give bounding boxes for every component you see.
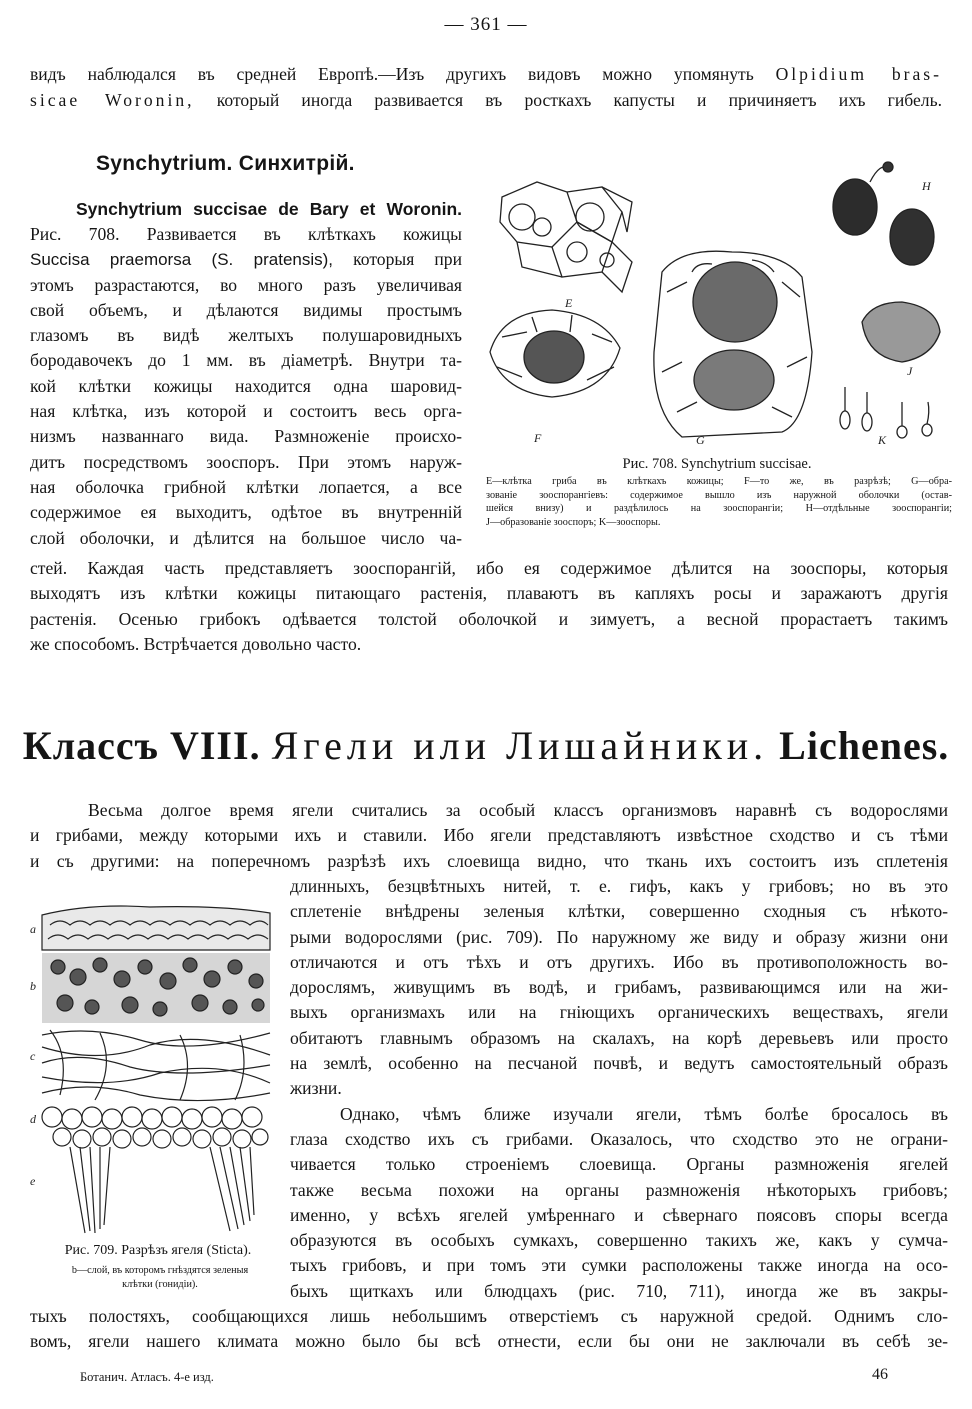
text-line: этомъ разрастаются, во много разъ увеличивая (30, 274, 462, 295)
species-succisa: Succisa praemorsa (S. pratensis), (30, 250, 334, 270)
text-line: Весьма долгое время ягели считались за особый классъ организмовъ наравнѣ съ водорослями (88, 800, 948, 820)
synchytrium-continuation (30, 556, 948, 657)
figure-708 (482, 152, 952, 457)
text-line: кой клѣтки кожицы находится одна шаровид- (30, 375, 462, 396)
footer-source: Ботанич. Атласъ. 4-е изд. (80, 1370, 214, 1384)
text-line: Рис. 708. Развивается въ клѣткахъ кожицы (30, 224, 462, 244)
intro-line-2 (30, 88, 942, 113)
fig709-label-a: a (30, 922, 36, 936)
fig709-label-e: e (30, 1174, 36, 1188)
text-line: именно, у всѣхъ ягелей умѣреннаго и сѣвернаго поясовъ споры всегда (290, 1204, 948, 1225)
footer-signature: 46 (872, 1366, 888, 1383)
intro-text: видъ наблюдался въ средней Европѣ.—Изъ другихъ видовъ можно упомянуть (30, 64, 754, 84)
text-line: слой оболочки, и дѣлится на большое число ча- (30, 527, 462, 548)
text-line: выходятъ изъ клѣтки кожицы питающаго растенія, плаваютъ въ капляхъ росы и заражаютъ другія (30, 583, 948, 604)
lichens-intro (30, 798, 948, 874)
lichen-section-illustration (30, 895, 282, 1240)
text-line: свой объемъ, и дѣлаются видимы простымъ (30, 299, 462, 320)
text-line: и грибами, между которыми ихъ и ставили. Ибо ягели представляютъ извѣстное сходство и съ тѣми (30, 825, 948, 846)
text-line: и съ другими: на поперечномъ разрѣзѣ ихъ слоевища видно, что ткань ихъ состоитъ изъ сплетенія (30, 850, 948, 871)
text-line: рыми водорослями (рис. 709). По наружному же виду и образу жизни они (290, 926, 948, 947)
class-heading-russian: Ягели или Лишайники. (271, 723, 769, 768)
caption-line: J—образованіе зооспоръ; K—зооспоры. (486, 516, 661, 528)
class-heading (0, 722, 972, 769)
caption-line: шейся внизу) и раздѣлилось на зооспорангіи; H—отдѣльные зооспорангіи; (486, 503, 952, 514)
text-line: содержимое ея выходитъ, одѣтое въ внутренній (30, 502, 462, 523)
fig709-label-b: b (30, 979, 36, 993)
fig708-caption (486, 475, 952, 529)
text-line: низмъ названнаго вида. Размноженіе происхо- (30, 426, 462, 447)
intro-text: который иногда развивается въ росткахъ капусты и причиняетъ ихъ гибель. (216, 90, 942, 110)
fig708-title: Рис. 708. Synchytrium succisae. (622, 456, 812, 472)
caption-line: E—клѣтка гриба въ клѣткахъ кожицы; F—то же, въ разрѣзѣ; G—обра- (486, 476, 952, 487)
text-line: сплетеніе внѣдрены зеленыя клѣтки, совершенно сходныя съ нѣкото- (290, 901, 948, 922)
synchytrium-illustration (482, 152, 952, 457)
text-line: растенія. Осенью грибокъ одѣвается толстой оболочкой и зимуетъ, а весной прорастаетъ такимъ (30, 608, 948, 629)
text-line: бородавочекъ до 1 мм. въ діаметрѣ. Внутри та- (30, 350, 462, 371)
text-line: на землѣ, особенно на песчаной почвѣ, и ведутъ самостоятельный образъ (290, 1053, 948, 1074)
figure-709 (30, 895, 282, 1240)
class-heading-number: Классъ VIII. (22, 723, 261, 768)
text-line: чивается только строеніемъ слоевища. Органы размноженія ягелей (290, 1154, 948, 1175)
text-line: отличаются и отъ тѣхъ и отъ другихъ. Ибо въ противоположность во- (290, 951, 948, 972)
fig709-title: Рис. 709. Разрѣзъ ягеля (Sticta). (64, 1243, 252, 1258)
fig708-label-E: E (565, 296, 573, 310)
text-line: ная клѣтка, изъ которой и состоитъ весь орга- (30, 401, 462, 422)
intro-line-1 (30, 62, 942, 87)
fig709-label-d: d (30, 1112, 36, 1126)
fig708-label-J: J (907, 364, 913, 378)
fig709-label-c: c (30, 1049, 36, 1063)
page-number: — 361 — (444, 14, 528, 35)
genus-heading: Synchytrium. Синхитрій. (96, 152, 355, 175)
text-line: также весьма похожи на органы размноженія нѣкоторыхъ грибовъ; (290, 1179, 948, 1200)
text-line: глазомъ въ видѣ желтыхъ полушаровидныхъ (30, 325, 462, 346)
class-heading-latin: Lichenes. (779, 723, 950, 768)
text-line: жизни. (290, 1078, 342, 1099)
text-line: образуются въ особыхъ сумкахъ, совершенно такихъ же, какъ у сумча- (290, 1230, 948, 1251)
caption-line: зованіе зооспорангіевъ: содержимое вышло изъ наружной оболочки (остав- (486, 489, 952, 501)
text-line: тыхъ грибовъ, и при томъ эти сумки расположены также иногда на осо- (290, 1255, 948, 1276)
lichens-side-column (290, 874, 948, 1304)
caption-line: b—слой, въ которомъ гнѣздятся зеленыя (71, 1265, 249, 1276)
fig708-label-K: K (878, 433, 887, 447)
text-line: выхъ организмахъ или на гніющихъ органическихъ веществахъ, ягели (290, 1002, 948, 1023)
fig708-label-F: F (534, 431, 542, 445)
text-line: длинныхъ, безцвѣтныхъ нитей, т. е. гифъ, какъ у грибовъ; но въ это (290, 876, 948, 896)
synchytrium-column (30, 222, 462, 551)
text-line: обитаютъ главнымъ образомъ на скалахъ, на корѣ деревьевъ или просто (290, 1027, 948, 1048)
text-line: дорослямъ, живущимъ въ водѣ, и грибамъ, развивающимся или на жи- (290, 977, 948, 998)
text-line: глаза сходство ихъ съ грибами. Оказалось, что сходство это не ограни- (290, 1128, 948, 1149)
text-line: Однако, чѣмъ ближе изучали ягели, тѣмъ болѣе бросалось въ (340, 1103, 948, 1124)
species-olpidium: Olpidium bras- (775, 64, 943, 84)
species-woronin: sicae Woronin, (30, 90, 195, 110)
text-line: вомъ, ягели нашего климата можно было бы всѣ отнести, если бы они не заключали въ себѣ зе- (30, 1331, 948, 1352)
fig708-label-G: G (696, 433, 705, 447)
text-line: быхъ щиткахъ или блюдцахъ (рис. 710, 711), иногда же въ закры- (290, 1280, 948, 1301)
fig709-caption (38, 1264, 282, 1291)
species-title: Synchytrium succisae de Bary et Woronin. (76, 199, 462, 219)
text-line: ная оболочка грибной клѣтки лопается, а все (30, 476, 462, 497)
text-line: же способомъ. Встрѣчается довольно часто. (30, 633, 362, 654)
text-line: тыхъ полостяхъ, сообщающихся лишь небольшимъ отверстіемъ съ наружной средой. Однимъ сло- (30, 1306, 948, 1326)
text-line: стей. Каждая часть представляетъ зооспорангій, ибо ея содержимое дѣлится на зооспоры, которыя (30, 558, 948, 578)
text-line: Succisa praemorsa (S. pratensis), которыя при (30, 249, 462, 270)
fig708-label-H: H (922, 179, 931, 193)
text-line: дитъ посредствомъ зооспоръ. При этомъ наруж- (30, 451, 462, 472)
caption-line: клѣтки (гонидіи). (122, 1278, 198, 1290)
lichens-continuation (30, 1304, 948, 1355)
